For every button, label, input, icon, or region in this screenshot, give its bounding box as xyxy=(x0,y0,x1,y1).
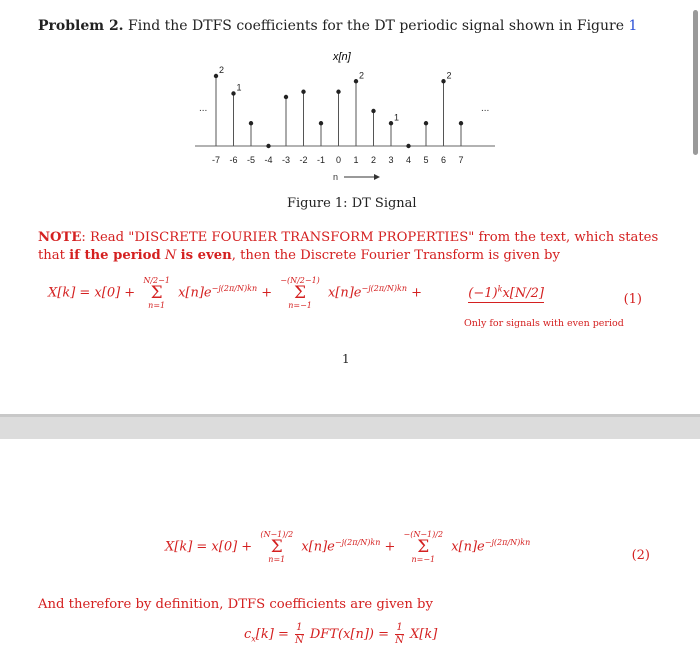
note-bold-2: is even xyxy=(180,248,232,263)
eq1-sum1-lower: n=1 xyxy=(148,301,166,310)
eq2-sum2-lower: n=−1 xyxy=(411,555,436,564)
note-paragraph xyxy=(38,229,678,265)
n-tick-label: -2 xyxy=(299,155,308,165)
eq1-term-1: x[n]e xyxy=(178,285,212,301)
frac-numerator: 1 xyxy=(296,622,303,633)
eq1-extra: (−1) xyxy=(468,285,498,301)
frac-denominator: N xyxy=(395,635,404,646)
eq2-sum1-upper: (N−1)/2 xyxy=(260,530,294,539)
eq3-lhs-rest: [k] = xyxy=(255,627,289,642)
n-tick-label: 0 xyxy=(335,155,342,165)
eq2-plus: + xyxy=(384,539,396,555)
n-tick-label: 6 xyxy=(440,155,447,165)
stem-value-label: 1 xyxy=(236,82,242,93)
eq2-exp-1: −j(2π/N)kn xyxy=(334,538,381,548)
n-tick-label: -6 xyxy=(229,155,238,165)
therefore-text: And therefore by definition, DTFS coefficients are given by xyxy=(38,597,433,612)
eq1-sum-1 xyxy=(143,276,170,310)
eq2-sum-1 xyxy=(260,530,293,564)
frac-denominator: N xyxy=(294,635,304,646)
n-tick-label: 4 xyxy=(405,155,412,165)
stem-point xyxy=(354,79,358,83)
problem-label: Problem 2. xyxy=(38,18,124,34)
figure-reference-link[interactable]: 1 xyxy=(628,18,638,34)
eq2-term-1: x[n]e xyxy=(301,539,335,555)
n-axis-arrowhead xyxy=(374,174,380,180)
stem-point xyxy=(371,109,375,113)
eq1-extra-sup: k xyxy=(497,284,503,294)
eq3-fraction-2 xyxy=(395,622,404,647)
n-tick-label: -5 xyxy=(246,155,256,165)
eq3-fraction-1 xyxy=(295,622,304,647)
equation-1-tag: (1) xyxy=(623,292,642,307)
stem-point xyxy=(406,144,410,148)
eq1-term-2: x[n]e xyxy=(327,285,362,301)
n-tick-label: 7 xyxy=(458,155,464,165)
eq3-lhs: c xyxy=(244,627,252,642)
stem-point xyxy=(301,90,305,94)
note-bold-1: if the period xyxy=(69,248,161,263)
eq3-mid: DFT(x[n]) = xyxy=(309,627,390,642)
stem-point xyxy=(424,121,428,125)
ellipsis-right: ... xyxy=(481,103,490,114)
eq2-term-2: x[n]e xyxy=(451,539,485,555)
sigma-symbol: Σ xyxy=(270,537,283,557)
note-lead: NOTE xyxy=(38,230,82,245)
note-text xyxy=(38,230,658,263)
stem-value-label: 2 xyxy=(446,70,452,81)
equation-2-tag: (2) xyxy=(631,548,650,563)
figure-title: x[n] xyxy=(333,51,351,63)
stem-point xyxy=(389,121,393,125)
stem-value-label: 2 xyxy=(359,70,365,81)
frac-numerator: 1 xyxy=(396,622,403,633)
eq1-even-term xyxy=(468,286,544,303)
note-var: N xyxy=(164,248,177,263)
dt-signal-figure xyxy=(0,0,700,200)
page-separator xyxy=(0,414,700,439)
equation-1 xyxy=(48,276,544,310)
eq1-exp-1: −j(2π/N)kn xyxy=(211,284,258,294)
eq1-plus-1: + xyxy=(261,285,273,301)
n-tick-label: 1 xyxy=(353,155,359,165)
even-period-note: Only for signals with even period xyxy=(464,318,624,329)
eq1-sum2-upper: −(N/2−1) xyxy=(280,276,320,285)
n-tick-label: 5 xyxy=(423,155,429,165)
problem-text: Find the DTFS coefficients for the DT periodic signal shown in Figure xyxy=(128,18,624,34)
eq2-exp-2: −j(2π/N)kn xyxy=(484,538,531,548)
stem-point xyxy=(319,121,323,125)
eq2-sum2-upper: −(N−1)/2 xyxy=(403,530,444,539)
n-tick-label: -1 xyxy=(316,155,326,165)
n-axis-label: n xyxy=(333,172,339,182)
eq1-extra-rest: x[N/2] xyxy=(502,285,544,301)
eq1-plus-2: + xyxy=(411,285,423,301)
eq1-lhs: X[k] = x[0] + xyxy=(48,285,136,301)
stem-point xyxy=(441,79,445,83)
eq1-sum2-lower: n=−1 xyxy=(288,301,312,310)
stem-value-label: 1 xyxy=(394,112,400,123)
n-tick-label: -7 xyxy=(211,155,221,165)
stem-point xyxy=(284,95,288,99)
n-tick-label: 3 xyxy=(388,155,394,165)
eq3-lhs-sub: x xyxy=(251,634,256,644)
equation-3 xyxy=(244,622,437,647)
eq1-exp-2: −j(2π/N)kn xyxy=(361,284,407,294)
sigma-symbol: Σ xyxy=(417,537,430,557)
eq2-lhs: X[k] = x[0] + xyxy=(165,539,253,555)
sigma-symbol: Σ xyxy=(150,283,163,303)
n-tick-label: 2 xyxy=(370,155,377,165)
n-tick-label: -3 xyxy=(281,155,291,165)
figure-caption: Figure 1: DT Signal xyxy=(287,196,417,211)
n-tick-label: -4 xyxy=(264,155,273,165)
note-text-2: , then the Discrete Fourier Transform is given by xyxy=(231,248,560,263)
page-number: 1 xyxy=(342,352,350,366)
ellipsis-left: ... xyxy=(199,103,208,114)
stem-point xyxy=(336,90,340,94)
stem-point xyxy=(249,121,253,125)
stem-value-label: 2 xyxy=(219,65,225,75)
note-text-1: : Read "DISCRETE FOURIER TRANSFORM PROPERTIES" from the text, which states that xyxy=(38,230,659,263)
stem-point xyxy=(231,91,235,95)
stem-point xyxy=(214,74,218,78)
eq1-sum-2 xyxy=(280,276,320,310)
eq1-sum1-upper: N/2−1 xyxy=(143,276,170,285)
equation-2 xyxy=(165,530,530,564)
stem-point xyxy=(459,121,463,125)
eq2-sum1-lower: n=1 xyxy=(268,555,286,564)
eq2-sum-2 xyxy=(404,530,444,564)
scrollbar-thumb[interactable] xyxy=(693,10,698,155)
sigma-symbol: Σ xyxy=(294,283,307,303)
eq3-rhs: X[k] xyxy=(410,627,438,642)
stem-point xyxy=(266,144,270,148)
